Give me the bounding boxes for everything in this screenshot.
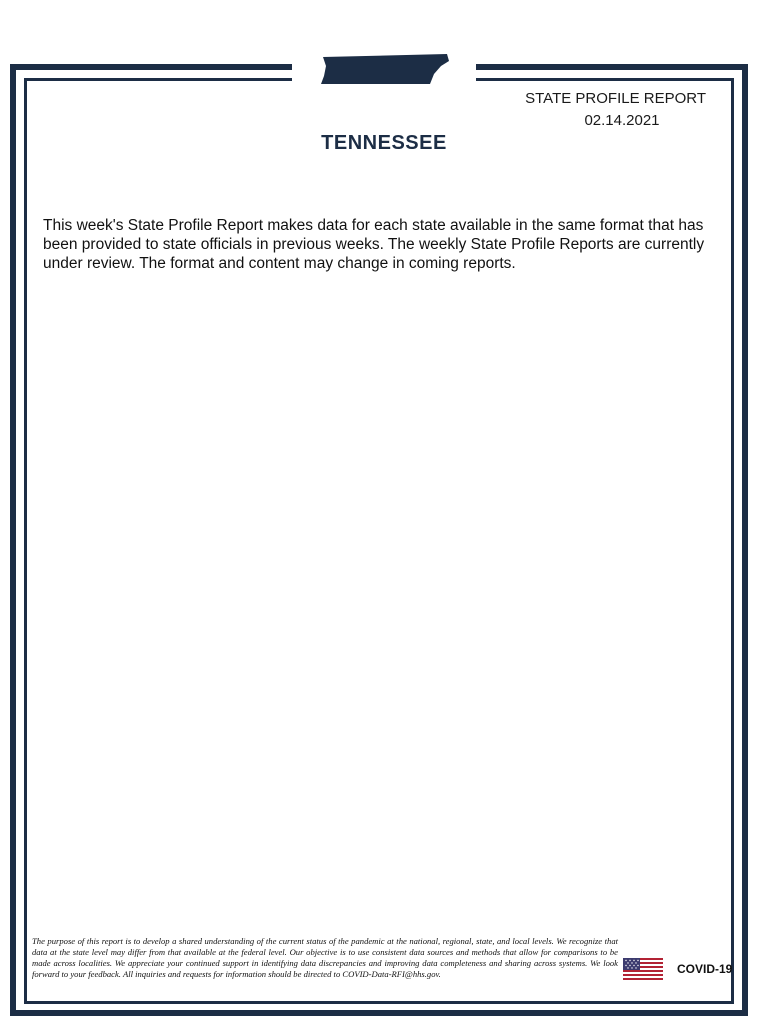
covid-label: COVID-19 [677,962,733,976]
us-flag-icon [623,958,663,982]
disclaimer-text: The purpose of this report is to develop a shared understanding of the current status of the pandemic at the national, regional, state, and local levels. We recognize that data at the state level may differ from that available at the federal level. Our objective is to use consistent data sources and methods that allow for comparisons to be made across localities. We appreciate your continued support in identifying data discrepancies and improving data completeness and sharing across systems. We look forward to your feedback. All inquiries and requests for information should be directed to COVID-Data-RFI@hhs.gov. [32,936,618,979]
report-date: 02.14.2021 [584,112,660,129]
tennessee-state-icon [318,52,452,88]
state-name: TENNESSEE [321,132,447,154]
report-type: STATE PROFILE REPORT [525,90,706,107]
intro-paragraph: This week's State Profile Report makes data for each state available in the same format that has been provided to state officials in previous weeks. The weekly State Profile Reports are currently under review. The format and content may change in coming reports. [43,217,705,272]
